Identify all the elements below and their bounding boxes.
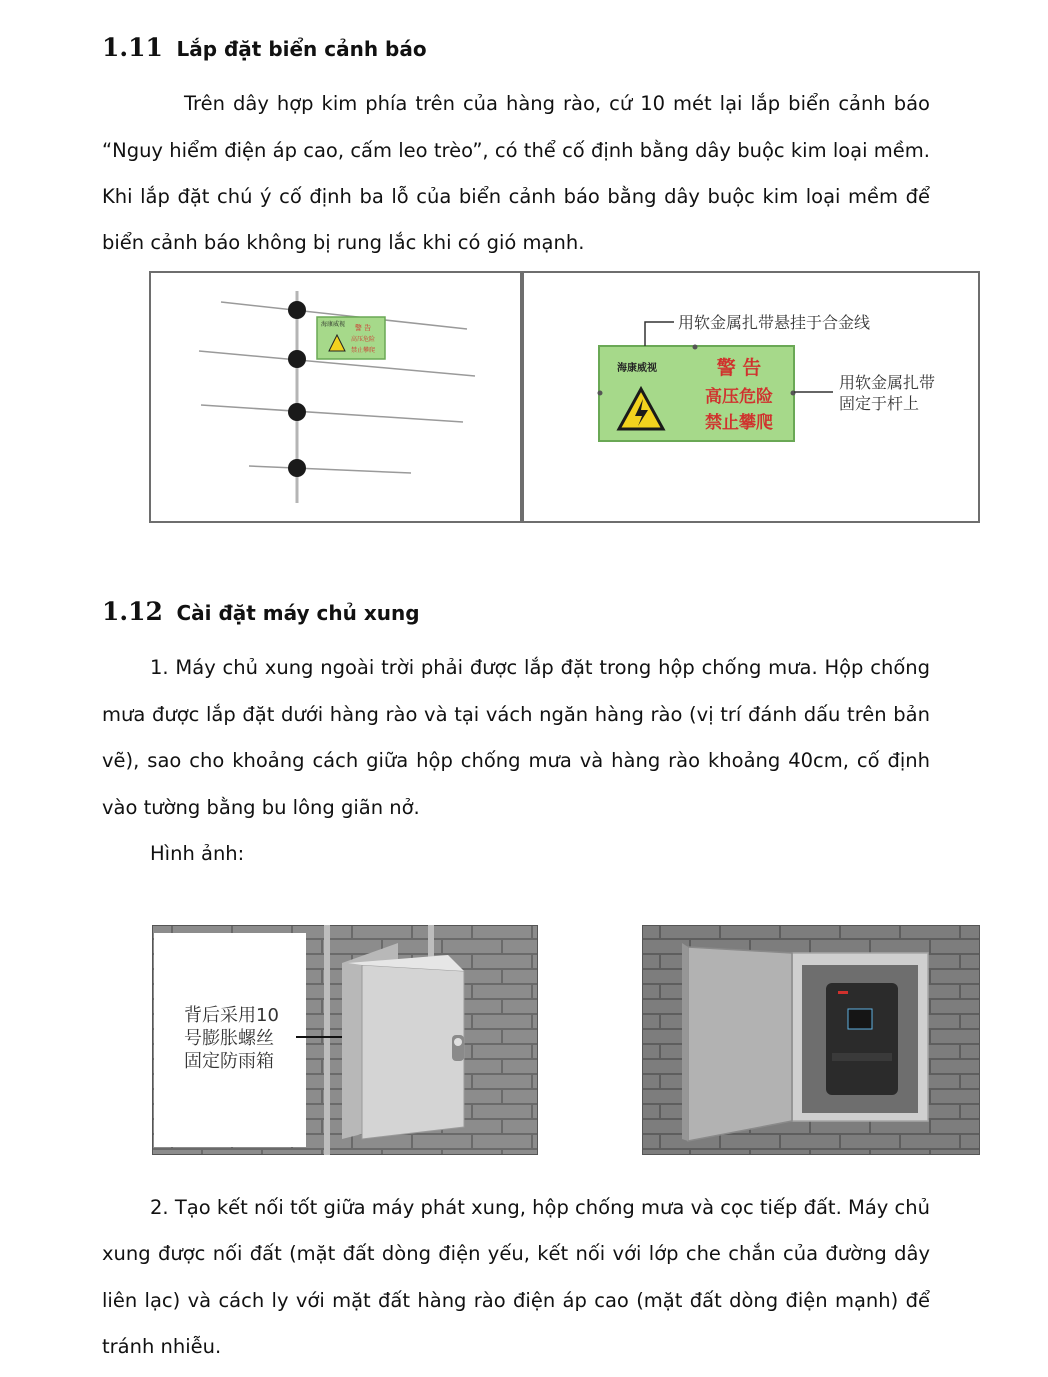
callout-line: 背后采用10 <box>184 1005 279 1026</box>
paragraph-line: xung được nối đất (mặt đất dòng điện yếu, kết nối với lớp che chắn của đường dây <box>102 1242 930 1265</box>
paragraph-line: 1. Máy chủ xung ngoài trời phải được lắp đặt trong hộp chống mưa. Hộp chống <box>150 656 930 679</box>
section-heading-1-12 <box>102 597 420 626</box>
rain-box-open-figure <box>642 925 980 1155</box>
image-label: Hình ảnh: <box>150 842 245 865</box>
warning-sign-figure <box>149 271 980 523</box>
sign-line: 高压危险 <box>705 387 773 407</box>
paragraph-line: mưa được lắp đặt dưới hàng rào và tại vách ngăn hàng rào (vị trí đánh dấu trên bản <box>102 703 930 726</box>
sign-line: 禁止攀爬 <box>705 413 773 433</box>
paragraph-line: Trên dây hợp kim phía trên của hàng rào, cứ 10 mét lại lắp biển cảnh báo <box>184 92 930 115</box>
section-title: Cài đặt máy chủ xung <box>176 601 420 625</box>
small-sign-text: 警 告 <box>354 324 372 332</box>
callout-right: 固定于杆上 <box>839 394 920 413</box>
paragraph-line: “Nguy hiểm điện áp cao, cấm leo trèo”, có thể cố định bằng dây buộc kim loại mềm. <box>102 139 930 162</box>
sign-brand: 海康威视 <box>617 363 657 374</box>
rain-box-open-illustration <box>642 925 980 1155</box>
callout-top: 用软金属扎带悬挂于合金线 <box>678 313 871 332</box>
paragraph-line: tránh nhiễu. <box>102 1335 222 1358</box>
sign-title: 警 告 <box>716 357 762 379</box>
paragraph-line: 2. Tạo kết nối tốt giữa máy phát xung, hộp chống mưa và cọc tiếp đất. Máy chủ <box>150 1196 930 1219</box>
small-sign-text: 高压危险 <box>350 336 376 343</box>
section-number: 1.11 <box>102 33 163 62</box>
section-heading-1-11 <box>102 33 427 62</box>
paragraph-line: biển cảnh báo không bị rung lắc khi có gió mạnh. <box>102 231 585 254</box>
paragraph-line: vào tường bằng bu lông giãn nở. <box>102 796 420 819</box>
callout-right: 用软金属扎带 <box>839 373 936 392</box>
paragraph-line: vẽ), sao cho khoảng cách giữa hộp chống mưa và hàng rào khoảng 40cm, cố định <box>102 749 930 772</box>
rain-box-side-figure <box>152 925 538 1155</box>
rain-box-side-illustration <box>152 925 538 1155</box>
small-sign-text: 禁止攀爬 <box>350 347 376 354</box>
paragraph-line: liên lạc) và cách ly với mặt đất hàng rào điện áp cao (mặt đất dòng điện mạnh) để <box>102 1289 930 1312</box>
warning-sign-illustration <box>149 271 980 523</box>
paragraph-line: Khi lắp đặt chú ý cố định ba lỗ của biển cảnh báo bằng dây buộc kim loại mềm để <box>102 185 930 208</box>
callout-line: 固定防雨箱 <box>184 1051 274 1072</box>
small-sign-brand: 海康威视 <box>321 321 346 328</box>
section-title: Lắp đặt biển cảnh báo <box>176 37 427 61</box>
callout-line: 号膨胀螺丝 <box>184 1028 274 1049</box>
section-number: 1.12 <box>102 597 163 626</box>
